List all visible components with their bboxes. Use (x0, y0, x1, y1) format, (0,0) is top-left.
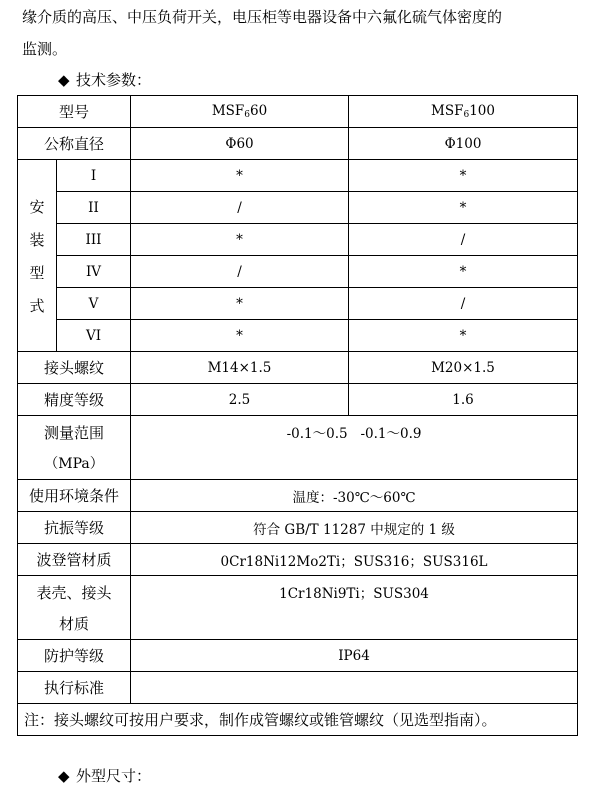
spec-heading-text: 技术参数： (76, 71, 152, 89)
thread-label: 接头螺纹 (18, 352, 131, 384)
table-row-install-1 (18, 160, 578, 192)
install-type: II (57, 192, 131, 224)
dimension-heading (58, 769, 151, 784)
diameter-label: 公称直径 (18, 128, 131, 160)
install-a: * (131, 224, 349, 256)
install-label-char: 安 (29, 197, 45, 216)
table-row-thread (18, 352, 578, 384)
install-b: * (349, 256, 578, 288)
protection-value: IP64 (131, 640, 578, 672)
diamond-bullet-icon: ◆ (58, 71, 70, 89)
range-label-line-1: 测量范围 (44, 424, 105, 442)
dimension-heading-text: 外型尺寸： (76, 767, 152, 785)
install-type: IV (57, 256, 131, 288)
accuracy-label: 精度等级 (18, 384, 131, 416)
tube-label: 波登管材质 (18, 544, 131, 576)
case-label (18, 576, 131, 640)
table-row-model (18, 96, 578, 128)
table-row-protection (18, 640, 578, 672)
accuracy-a: 2.5 (131, 384, 349, 416)
install-type: I (57, 160, 131, 192)
env-value: 温度：-30℃～60℃ (131, 480, 578, 512)
table-row-install-3 (18, 224, 578, 256)
case-label-line-1: 表壳、接头 (36, 583, 112, 602)
install-a: / (131, 256, 349, 288)
table-row-install-2 (18, 192, 578, 224)
protection-label: 防护等级 (18, 640, 131, 672)
table-row-standard (18, 672, 578, 704)
install-a: * (131, 288, 349, 320)
env-label: 使用环境条件 (18, 480, 131, 512)
install-b: / (349, 224, 578, 256)
table-note: 注：接头螺纹可按用户要求，制作成管螺纹或锥管螺纹（见选型指南）。 (18, 704, 578, 736)
install-label (18, 160, 57, 352)
model-label: 型号 (18, 96, 131, 128)
table-row-install-5 (18, 288, 578, 320)
install-a: * (131, 320, 349, 352)
vibration-value: 符合 GB/T 11287 中规定的 1 级 (131, 512, 578, 544)
range-label-line-2: （MPa） (44, 456, 104, 472)
install-b: / (349, 288, 578, 320)
diamond-bullet-icon: ◆ (58, 767, 70, 785)
range-label (18, 416, 131, 480)
diameter-b: Φ100 (349, 128, 578, 160)
intro-line-1: 缘介质的高压、中压负荷开关，电压柜等电器设备中六氟化硫气体密度的 (22, 8, 503, 26)
spec-heading (58, 73, 151, 88)
install-a: / (131, 192, 349, 224)
case-value: 1Cr18Ni9Ti；SUS304 (131, 576, 578, 640)
model-a: $MSF_660$ (131, 96, 349, 128)
install-label-char: 式 (29, 296, 45, 315)
table-row-note (18, 704, 578, 736)
install-type: V (57, 288, 131, 320)
thread-a: M14×1.5 (131, 352, 349, 384)
table-row-case (18, 576, 578, 640)
install-b: * (349, 320, 578, 352)
thread-b: M20×1.5 (349, 352, 578, 384)
case-label-line-2: 材质 (59, 614, 90, 633)
table-row-install-6 (18, 320, 578, 352)
table-row-vibration (18, 512, 578, 544)
intro-line-2: 监测。 (22, 40, 68, 58)
install-type: III (57, 224, 131, 256)
spec-table (17, 95, 578, 736)
install-label-char: 型 (29, 263, 45, 282)
model-b: $MSF_6100$ (349, 96, 578, 128)
standard-label: 执行标准 (18, 672, 131, 704)
install-b: * (349, 192, 578, 224)
range-value: -0.1～0.5 -0.1～0.9 (131, 416, 578, 480)
standard-value (131, 672, 578, 704)
table-row-range (18, 416, 578, 480)
table-row-env (18, 480, 578, 512)
accuracy-b: 1.6 (349, 384, 578, 416)
install-a: * (131, 160, 349, 192)
install-type: VI (57, 320, 131, 352)
table-row-install-4 (18, 256, 578, 288)
vibration-label: 抗振等级 (18, 512, 131, 544)
table-row-tube (18, 544, 578, 576)
install-label-char: 装 (29, 230, 45, 249)
diameter-a: Φ60 (131, 128, 349, 160)
tube-value: 0Cr18Ni12Mo2Ti；SUS316；SUS316L (131, 544, 578, 576)
table-row-accuracy (18, 384, 578, 416)
table-row-diameter (18, 128, 578, 160)
install-b: * (349, 160, 578, 192)
